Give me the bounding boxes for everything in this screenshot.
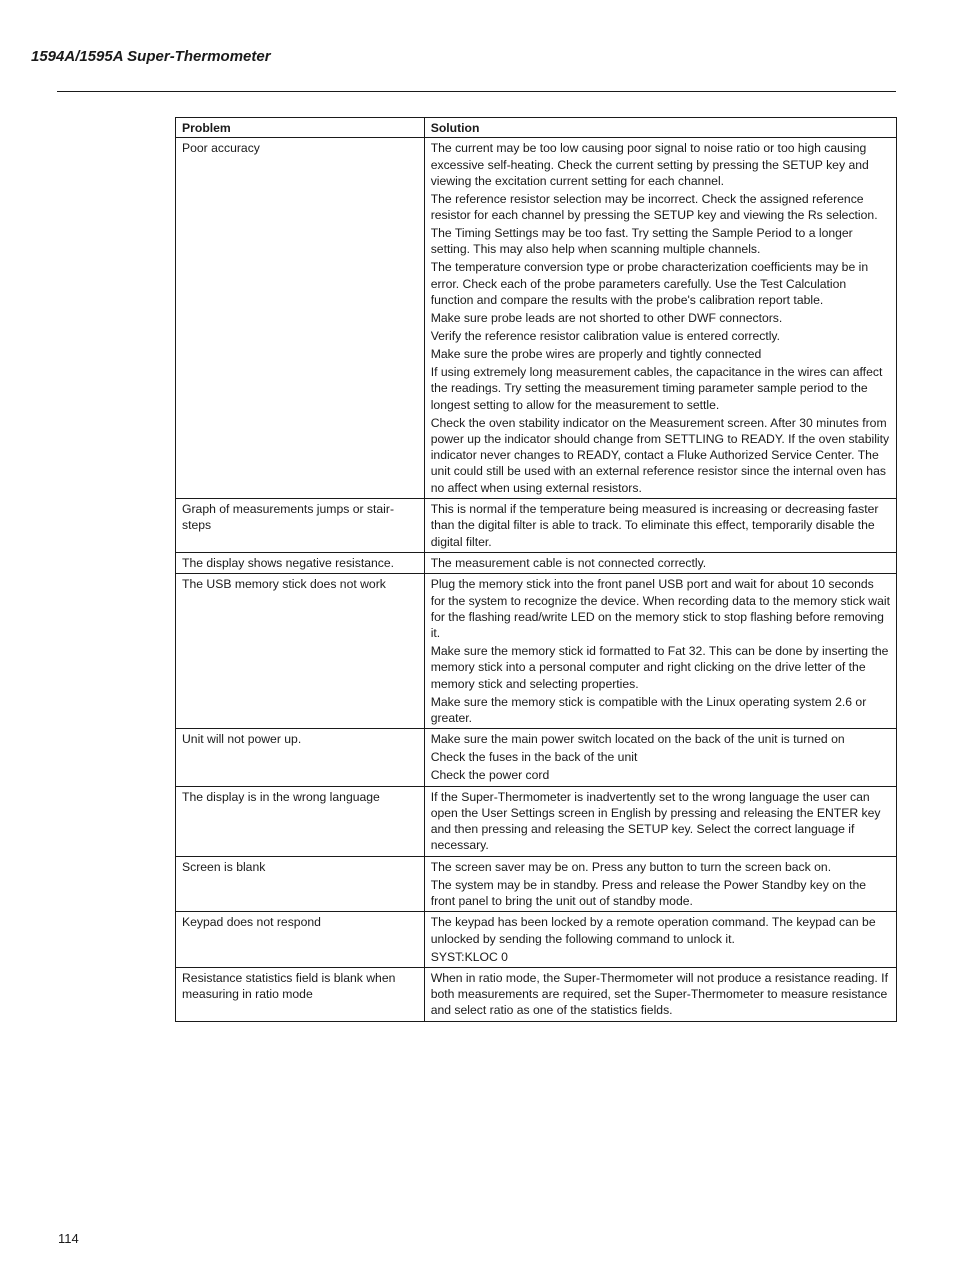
solution-paragraph: The Timing Settings may be too fast. Try setting the Sample Period to a longer setting. This may also help when scanning multiple channels.: [430, 226, 853, 257]
table-row: [176, 967, 897, 1021]
solution-cell: [424, 574, 896, 729]
problem-cell: The USB memory stick does not work: [176, 574, 425, 729]
solution-paragraph: Make sure the memory stick id formatted to Fat 32. This can be done by inserting the memory stick into a personal computer and right clicking on the drive letter of the memory stick and selecting properties.: [430, 644, 889, 691]
solution-paragraph: Plug the memory stick into the front panel USB port and wait for about 10 seconds for the system to recognize the device. When recording data to the memory stick wait for the flashing read/write LED on the memory stick to stop flashing before removing it.: [430, 577, 890, 641]
solution-paragraph: Make sure the probe wires are properly and tightly connected: [430, 346, 762, 361]
column-header-problem: Problem: [176, 118, 425, 138]
table-body: [176, 138, 897, 1021]
solution-paragraph: Check the fuses in the back of the unit: [430, 750, 638, 765]
solution-paragraph: This is normal if the temperature being measured is increasing or decreasing faster than the digital filter is able to track. To eliminate this effect, temporarily disable the digital filter.: [430, 502, 879, 549]
solution-paragraph: Verify the reference resistor calibration value is entered correctly.: [430, 329, 781, 343]
solution-paragraph: SYST:KLOC 0: [430, 949, 508, 964]
problem-cell: The display shows negative resistance.: [176, 552, 425, 573]
problem-cell: Screen is blank: [176, 856, 425, 912]
table-header-row: [176, 118, 897, 138]
solution-paragraph: The measurement cable is not connected correctly.: [430, 555, 707, 570]
solution-paragraph: The current may be too low causing poor signal to noise ratio or too high causing excessive self-heating. Check the current setting by pressing the SETUP key and viewing the excitation current setting for each channel.: [430, 141, 869, 188]
solution-cell: [424, 138, 896, 499]
page-number: 114: [58, 1231, 79, 1246]
solution-cell: [424, 729, 896, 786]
problem-cell: The display is in the wrong language: [176, 786, 425, 856]
solution-paragraph: Make sure the memory stick is compatible with the Linux operating system 2.6 or greater.: [430, 694, 867, 725]
problem-cell: Unit will not power up.: [176, 729, 425, 786]
solution-cell: [424, 912, 896, 968]
solution-paragraph: Check the power cord: [430, 768, 550, 783]
problem-cell: Poor accuracy: [176, 138, 425, 499]
table-row: [176, 912, 897, 968]
troubleshooting-table: [175, 117, 897, 1022]
header-divider: [57, 91, 896, 92]
solution-cell: [424, 856, 896, 912]
solution-paragraph: When in ratio mode, the Super-Thermometer will not produce a resistance reading. If both measurements are required, set the Super-Thermometer to measure resistance and select ratio as one of the statistics fields.: [430, 970, 888, 1018]
solution-cell: [424, 552, 896, 573]
solution-cell: [424, 786, 896, 856]
solution-cell: [424, 967, 896, 1021]
problem-cell: Resistance statistics field is blank when measuring in ratio mode: [176, 967, 425, 1021]
table-row: [176, 499, 897, 553]
table-row: [176, 729, 897, 786]
solution-paragraph: If the Super-Thermometer is inadvertently set to the wrong language the user can open the User Settings screen in English by pressing and releasing the ENTER key and then pressing and releasing the SETUP key. Select the correct language if necessary.: [430, 789, 881, 853]
solution-paragraph: Make sure the main power switch located on the back of the unit is turned on: [430, 732, 845, 747]
solution-paragraph: The screen saver may be on. Press any button to turn the screen back on.: [430, 859, 832, 874]
solution-paragraph: The reference resistor selection may be incorrect. Check the assigned reference resistor for each channel by pressing the SETUP key and viewing the Rs selection.: [430, 191, 878, 223]
column-header-solution: Solution: [424, 118, 896, 138]
problem-cell: Keypad does not respond: [176, 912, 425, 968]
page-title: 1594A/1595A Super-Thermometer: [31, 48, 271, 65]
solution-paragraph: The temperature conversion type or probe characterization coefficients may be in error. Check each of the probe parameters carefully. Use the Test Calculation function and compare the results with the probe's calibration report table.: [430, 260, 869, 308]
table-row: [176, 786, 897, 856]
table-row: [176, 552, 897, 573]
solution-paragraph: The system may be in standby. Press and release the Power Standby key on the front panel to bring the unit out of standby mode.: [430, 877, 867, 908]
solution-paragraph: The keypad has been locked by a remote operation command. The keypad can be unlocked by sending the following command to unlock it.: [430, 915, 876, 946]
solution-paragraph: If using extremely long measurement cables, the capacitance in the wires can affect the readings. Try setting the measurement timing parameter sample period to the longest setting to allow for the measurement to settle.: [430, 364, 883, 412]
table-row: [176, 856, 897, 912]
solution-cell: [424, 499, 896, 553]
table-row: [176, 138, 897, 499]
solution-paragraph: Make sure probe leads are not shorted to other DWF connectors.: [430, 311, 783, 326]
problem-cell: Graph of measurements jumps or stair-steps: [176, 499, 425, 553]
table-row: [176, 574, 897, 729]
solution-paragraph: Check the oven stability indicator on the Measurement screen. After 30 minutes from power up the indicator should change from SETTLING to READY. If the oven stability indicator never changes to READY, contact a Fluke Authorized Service Center. The unit could still be used with an external reference resistor since the internal oven has no affect when using external resistors.: [430, 415, 890, 495]
